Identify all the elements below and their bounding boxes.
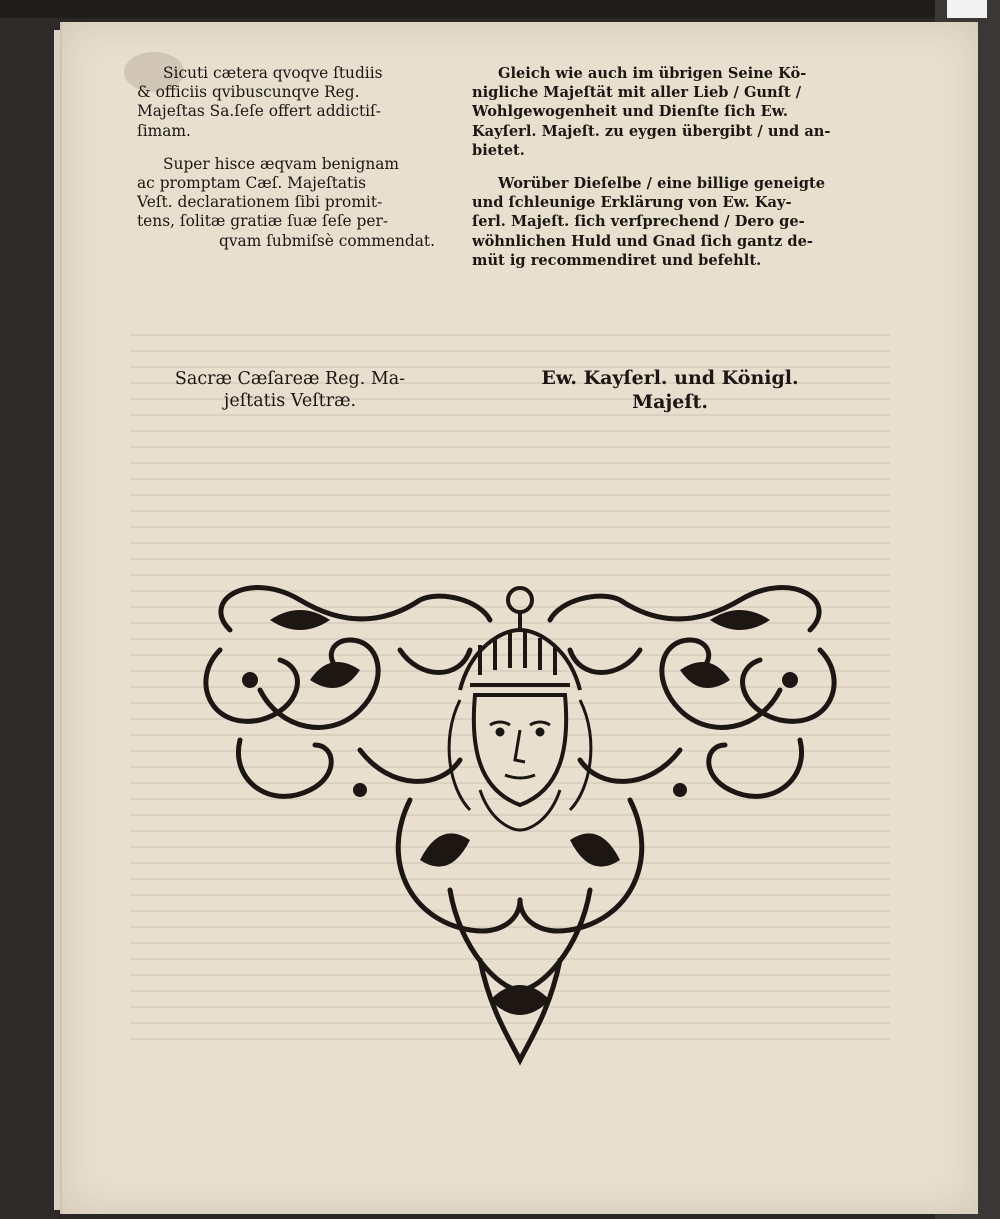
text-line: nigliche Majeſtät mit aller Lieb / Gunſt /: [472, 84, 802, 102]
text-line: Wohlgewogenheit und Dienſte ſich Ew.: [472, 103, 788, 121]
text-line: ſerl. Majeſt. ſich verſprechend / Dero ge-: [472, 213, 805, 231]
latin-paragraph-2: [137, 154, 435, 251]
text-line: und ſchleunige Erklärung von Ew. Kay-: [472, 194, 792, 212]
text-line: Super hisce æqvam benignam: [163, 154, 400, 173]
text-line: Gleich wie auch im übrigen Seine Kö-: [498, 65, 807, 82]
text-line: & officiis qvibuscunqve Reg.: [137, 83, 360, 102]
latin-column: [137, 64, 435, 265]
german-paragraph-1: [472, 64, 892, 160]
text-line: Veſt. declarationem ſibi promit-: [137, 193, 383, 212]
german-column: [472, 64, 892, 284]
text-line: Sicuti cætera qvoqve ſtudiis: [163, 64, 383, 82]
text-line: wöhnlichen Huld und Gnad ſich gantz de-: [472, 232, 813, 250]
scanner-notch: [947, 0, 987, 18]
woodcut-face-foliage-ornament-icon: [160, 560, 880, 1080]
text-line: müt ig recommendiret und befehlt.: [472, 251, 762, 269]
text-line: bietet.: [472, 141, 525, 159]
signature-line: Ew. Kayſerl. und Königl.: [541, 367, 799, 389]
text-line: ac promptam Cæſ. Majeſtatis: [137, 174, 367, 193]
text-line: Worüber Dieſelbe / eine billige geneigte: [498, 175, 825, 193]
text-line: tens, ſolitæ gratiæ ſuæ ſeſe per-: [137, 212, 389, 231]
text-line: Kayſerl. Majeſt. zu eygen übergibt / und an-: [472, 122, 831, 140]
signature-line: Majeſt.: [632, 391, 708, 413]
text-line: Majeſtas Sa.ſeſe offert addictiſ-: [137, 102, 381, 121]
scan-backdrop-left: [0, 0, 58, 1219]
signature-line: jeſtatis Veſtræ.: [223, 391, 357, 411]
german-signature: [490, 366, 850, 414]
scan-backdrop-top: [0, 0, 1000, 18]
latin-signature: [140, 368, 440, 412]
german-paragraph-2: [472, 174, 892, 270]
latin-paragraph-1: [137, 64, 432, 141]
signature-line: Sacræ Cæſareæ Reg. Ma-: [174, 369, 406, 389]
text-line: qvam ſubmiſsè commendat.: [219, 231, 435, 250]
text-line: ſimam.: [137, 121, 191, 140]
